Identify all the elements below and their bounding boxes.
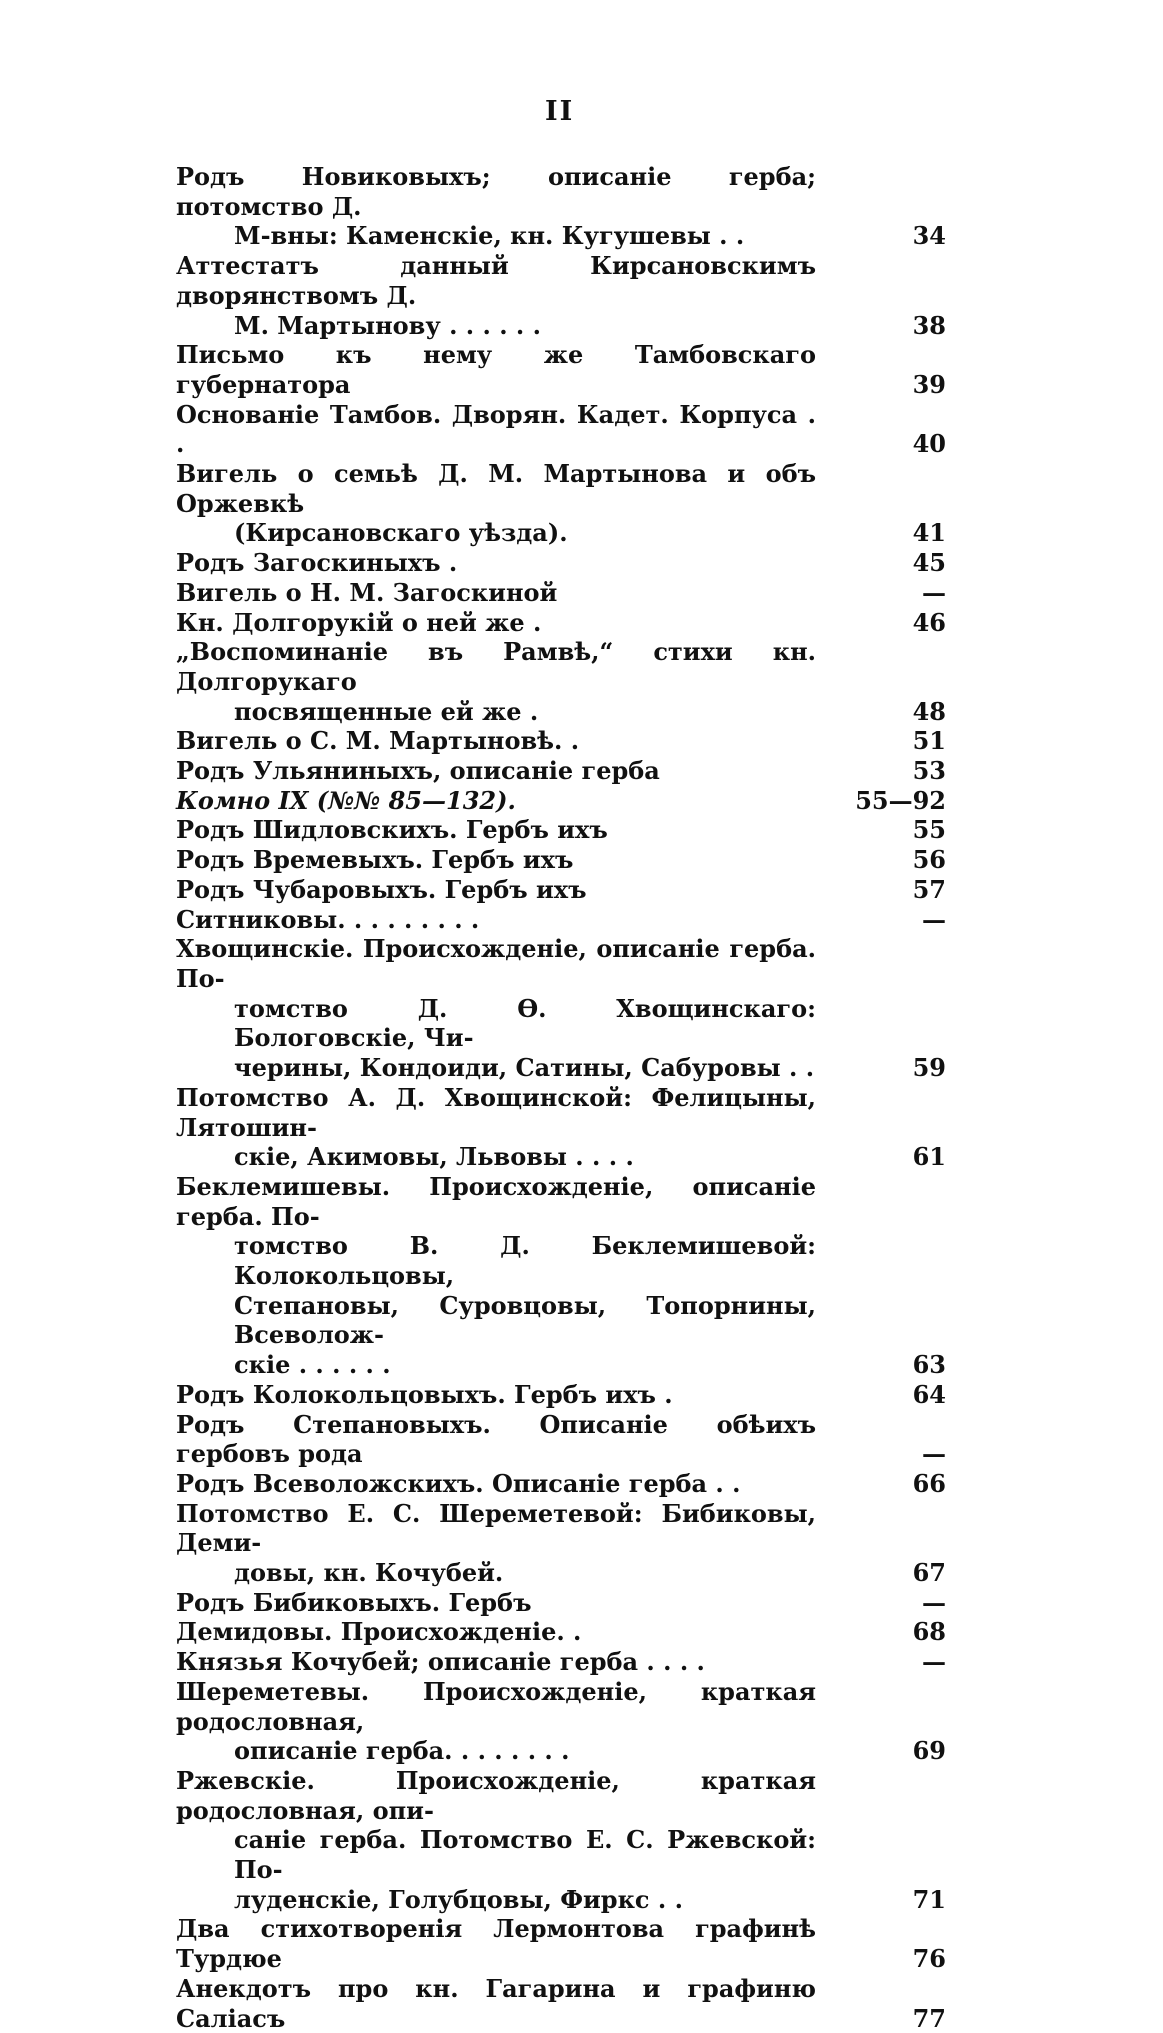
toc-entry-line: Вигель о Н. М. Загоскиной xyxy=(176,577,558,607)
toc-entry-line: Письмо къ нему же Тамбовскаго губернатора xyxy=(176,340,816,399)
toc-entry xyxy=(176,875,946,905)
toc-entry-line: томство Д. Ѳ. Хвощинскаго: Бологовскіе, Чи- xyxy=(234,993,816,1053)
toc-entry-line: Родъ Бибиковыхъ. Гербъ xyxy=(176,1587,532,1617)
toc-entry-page: 39 xyxy=(912,369,946,399)
toc-entry-line: скіе, Акимовы, Львовы . . . . xyxy=(234,1142,634,1172)
toc-entry-title xyxy=(176,1083,816,1172)
toc-entry-title xyxy=(176,251,816,340)
toc-entry-title xyxy=(176,608,816,638)
toc-entry-page: — xyxy=(922,1587,946,1617)
toc-entry xyxy=(176,459,946,548)
toc-entry-line: Анекдотъ про кн. Гагарина и графиню Салiасъ xyxy=(176,1973,816,2033)
toc-entry-page: — xyxy=(922,904,946,934)
toc-entry-line: Ситниковы. . . . . . . . . xyxy=(176,904,480,934)
toc-entry xyxy=(176,1588,946,1618)
toc-entry-title xyxy=(176,1974,816,2033)
toc-entry-page: 46 xyxy=(912,607,946,637)
toc-entry-title xyxy=(176,934,816,1083)
toc-entry xyxy=(176,1914,946,1973)
toc-entry-page: 34 xyxy=(912,221,946,251)
toc-entry-line: Аттестатъ данный Кирсановскимъ дворянствомъ Д. xyxy=(176,251,816,310)
toc-entry-line: Демидовы. Происхожденіе. . xyxy=(176,1617,582,1647)
toc-entry xyxy=(176,548,946,578)
toc-entry-line: Вигель о С. М. Мартыновѣ. . xyxy=(176,726,580,756)
toc-entry-line: Родъ Чубаровыхъ. Гербъ ихъ xyxy=(176,874,587,904)
toc-entry-line: описаніе герба. . . . . . . . xyxy=(234,1736,570,1766)
toc-entry-page: 51 xyxy=(912,726,946,756)
toc-entry-line: скіе . . . . . . xyxy=(234,1350,391,1380)
toc-entry xyxy=(176,637,946,726)
toc-entry-title xyxy=(176,756,816,786)
toc-entry-title xyxy=(176,786,816,816)
toc-entry-title xyxy=(176,1410,816,1469)
toc-entry-line: Родъ Шидловскихъ. Гербъ ихъ xyxy=(176,815,608,845)
toc-entry-line: Хвощинскіе. Происхожденіе, описаніе герба. По- xyxy=(176,934,816,993)
toc-entry-title xyxy=(176,875,816,905)
toc-entry xyxy=(176,905,946,935)
toc-entry-title xyxy=(176,578,816,608)
toc-entry-line: Шереметевы. Происхожденіе, краткая родословная, xyxy=(176,1676,816,1736)
toc-entry-line: Родъ Новиковыхъ; описаніе герба; потомство Д. xyxy=(176,162,816,221)
toc-entry-title xyxy=(176,815,816,845)
toc-entry xyxy=(176,1766,946,1915)
toc-entry-line: посвященные ей же . xyxy=(234,696,539,726)
toc-entry-line: Родъ Колокольцовыхъ. Гербъ ихъ . xyxy=(176,1379,673,1409)
toc-entry-line: черины, Кондоиди, Сатины, Сабуровы . . xyxy=(234,1053,815,1083)
toc-entry xyxy=(176,340,946,399)
toc-entry-line: Родъ Времевыхъ. Гербъ ихъ xyxy=(176,845,574,875)
toc-entry-page: 76 xyxy=(912,1944,946,1974)
toc-entry-line: Кн. Долгорукій о ней же . xyxy=(176,607,542,637)
toc-entry-page: — xyxy=(922,1647,946,1677)
toc-entry-title xyxy=(176,726,816,756)
toc-entry-line: Комно IX (№№ 85—132). xyxy=(176,785,516,815)
toc-entry-title xyxy=(176,1766,816,1915)
toc-entry xyxy=(176,578,946,608)
toc-entry-line: Потомство А. Д. Хвощинской: Фелицыны, Лятошин- xyxy=(176,1082,816,1142)
toc-entry-title xyxy=(176,162,816,251)
toc-entry-line: Потомство Е. С. Шереметевой: Бибиковы, Деми- xyxy=(176,1498,816,1558)
toc-entry xyxy=(176,1677,946,1766)
toc-entry-page: 64 xyxy=(912,1379,946,1409)
toc-entry xyxy=(176,934,946,1083)
toc-entry xyxy=(176,845,946,875)
toc-entry xyxy=(176,1499,946,1588)
toc-entry-line: Основаніе Тамбов. Дворян. Кадет. Корпуса . . xyxy=(176,399,816,459)
toc-entry-line: Степановы, Суровцовы, Топорнины, Всеволож- xyxy=(234,1290,816,1350)
toc-entry-page: 45 xyxy=(912,548,946,578)
toc-entry-line: луденскіе, Голубцовы, Фиркс . . xyxy=(234,1884,683,1914)
toc-entry-page: 63 xyxy=(912,1350,946,1380)
toc-entry-line: Вигель о семьѣ Д. М. Мартынова и объ Оржевкѣ xyxy=(176,459,816,518)
toc-entry-page: 41 xyxy=(912,518,946,548)
toc-entry-page: 38 xyxy=(912,310,946,340)
toc-entry-line: Беклемишевы. Происхожденіе, описаніе герба. По- xyxy=(176,1171,816,1231)
toc-entry-title xyxy=(176,459,816,548)
toc-entry-page: 56 xyxy=(912,845,946,875)
toc-entry xyxy=(176,162,946,251)
toc-entry-title xyxy=(176,1469,816,1499)
toc-entry-title xyxy=(176,1499,816,1588)
toc-entry-page: 77 xyxy=(912,2003,946,2033)
toc-entry-line: Два стихотворенія Лермонтова графинѣ Турдюе xyxy=(176,1914,816,1974)
toc-entry xyxy=(176,1469,946,1499)
toc-entry xyxy=(176,1974,946,2033)
toc-entry-title xyxy=(176,1380,816,1410)
toc-entry-page: 67 xyxy=(912,1558,946,1588)
toc-entry xyxy=(176,608,946,638)
toc-entry xyxy=(176,815,946,845)
toc-entry-line: саніе герба. Потомство Е. С. Ржевской: По- xyxy=(234,1825,816,1885)
toc-entry-page: 48 xyxy=(912,696,946,726)
toc-entry-title xyxy=(176,905,816,935)
toc-entry-line: Ржевскіе. Происхожденіе, краткая родословная, опи- xyxy=(176,1765,816,1825)
toc-entry-page: 66 xyxy=(912,1468,946,1498)
toc-entry xyxy=(176,726,946,756)
page-number: II xyxy=(545,96,575,127)
toc-entry xyxy=(176,1647,946,1677)
toc-entry-title xyxy=(176,1677,816,1766)
toc-entry-line: Родъ Загоскиныхъ . xyxy=(176,548,458,578)
toc-entry-line: М-вны: Каменскіе, кн. Кугушевы . . xyxy=(234,221,745,251)
toc-entry-page: 68 xyxy=(912,1617,946,1647)
toc-entry xyxy=(176,756,946,786)
toc-entry xyxy=(176,1172,946,1380)
toc-entry-page: — xyxy=(922,577,946,607)
toc-entry-page: 40 xyxy=(912,429,946,459)
toc-entry-line: „Воспоминаніе въ Рамвѣ,“ стихи кн. Долгорукаго xyxy=(176,637,816,696)
toc-entry-page: — xyxy=(922,1439,946,1469)
toc-entry-title xyxy=(176,637,816,726)
toc-entry-page: 69 xyxy=(912,1736,946,1766)
toc-entry-page: 61 xyxy=(912,1142,946,1172)
table-of-contents xyxy=(176,162,976,2033)
toc-entry-line: (Кирсановскаго уѣзда). xyxy=(234,518,568,548)
toc-entry-line: М. Мартынову . . . . . . xyxy=(234,310,541,340)
toc-entry-title xyxy=(176,1617,816,1647)
toc-entry-title xyxy=(176,548,816,578)
toc-entry-title xyxy=(176,1588,816,1618)
toc-entry xyxy=(176,1380,946,1410)
toc-entry-line: довы, кн. Кочубей. xyxy=(234,1558,504,1588)
toc-entry-page: 59 xyxy=(912,1053,946,1083)
toc-entry-page: 53 xyxy=(912,756,946,786)
toc-entry-title xyxy=(176,1914,816,1973)
toc-entry-page: 55 xyxy=(912,815,946,845)
toc-entry xyxy=(176,1083,946,1172)
toc-entry xyxy=(176,400,946,459)
toc-entry-line: Родъ Степановыхъ. Описаніе обѣихъ гербовъ рода xyxy=(176,1409,816,1469)
toc-entry-page: 55—92 xyxy=(855,785,946,815)
toc-entry-title xyxy=(176,400,816,459)
toc-entry xyxy=(176,786,946,816)
toc-entry-line: Родъ Всеволожскихъ. Описаніе герба . . xyxy=(176,1468,741,1498)
toc-entry-page: 71 xyxy=(912,1884,946,1914)
toc-entry-page: 57 xyxy=(912,874,946,904)
toc-entry-line: томство В. Д. Беклемишевой: Колокольцовы, xyxy=(234,1231,816,1291)
toc-entry-line: Родъ Ульяниныхъ, описаніе герба xyxy=(176,756,660,786)
toc-entry-title xyxy=(176,1647,816,1677)
toc-entry-title xyxy=(176,340,816,399)
toc-entry-line: Князья Кочубей; описаніе герба . . . . xyxy=(176,1647,705,1677)
toc-entry xyxy=(176,1410,946,1469)
toc-entry-title xyxy=(176,845,816,875)
toc-entry xyxy=(176,1617,946,1647)
toc-entry xyxy=(176,251,946,340)
toc-entry-title xyxy=(176,1172,816,1380)
